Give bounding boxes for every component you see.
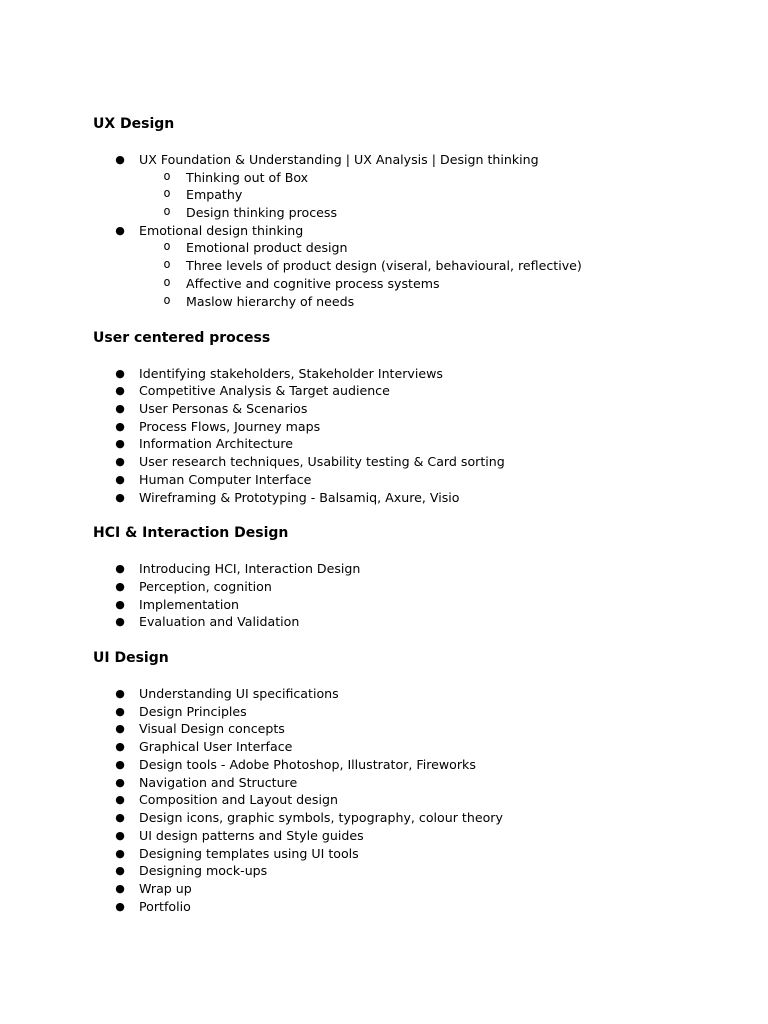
bullet-icon: ● <box>115 491 125 504</box>
bullet-icon: ● <box>115 811 125 824</box>
bullet-icon: ● <box>115 900 125 913</box>
circle-bullet-icon: o <box>163 186 171 200</box>
bullet-icon: ● <box>115 829 125 842</box>
bullet-icon: ● <box>115 864 125 877</box>
bullet-icon: ● <box>115 455 125 468</box>
circle-bullet-icon: o <box>163 275 171 289</box>
circle-bullet-icon: o <box>163 257 171 271</box>
bullet-icon: ● <box>115 420 125 433</box>
bullet-icon: ● <box>115 473 125 486</box>
circle-bullet-icon: o <box>163 204 171 218</box>
bullet-icon: ● <box>115 402 125 415</box>
bullet-icon: ● <box>115 562 125 575</box>
circle-bullet-icon: o <box>163 239 171 253</box>
bullet-icon: ● <box>115 580 125 593</box>
bullet-icon: ● <box>115 847 125 860</box>
bullet-icon: ● <box>115 384 125 397</box>
bullet-icon: ● <box>115 776 125 789</box>
bullet-icon: ● <box>115 687 125 700</box>
section-title-ui-design: UI Design <box>93 650 169 666</box>
document-page: UX Design ● UX Foundation & Understanding | UX Analysis | Design thinking o Thinking out of Box o Empathy o Design thinking process ● Emotional design thinking o Emotional product design o Three levels of product design (viseral, behavioural, reflective) o Affective and cognitive process systems o Maslow hierarchy of needs User centered process ● Identifying stakeholders, Stakeholder Interviews ● Competitive Analysis & Target audience ● User Personas & Scenarios ● Process Flows, Journey maps ● Information Architecture ● User research techniques, Usability testing & Card sorting ● Human Computer Interface ● Wireframing & Prototyping - Balsamiq, Axure, Visio HCI & Interaction Design ● Introducing HCI, Interaction Design ● Perception, cognition ● Implementation ● Evaluation and Validation UI Design ● Understanding UI specifications ● Design Principles ● Visual Design concepts ● Graphical User Interface ● Design tools - Adobe Photoshop, Illustrator, Fireworks ● Navigation and Structure ● Composition and Layout design ● Design icons, graphic symbols, typography, colour theory ● UI design patterns and Style guides ● Designing templates using UI tools ● Designing mock-ups ● Wrap up ● Portfolio <box>93 116 582 914</box>
section-title-user-centered-process: User centered process <box>93 330 271 346</box>
bullet-icon: ● <box>115 705 125 718</box>
bullet-icon: ● <box>115 793 125 806</box>
bullet-icon: ● <box>115 598 125 611</box>
circle-bullet-icon: o <box>163 293 171 307</box>
bullet-icon: ● <box>115 758 125 771</box>
section-title-ux-design: UX Design <box>93 116 175 132</box>
bullet-icon: ● <box>115 224 125 237</box>
circle-bullet-icon: o <box>163 169 171 183</box>
bullet-icon: ● <box>115 882 125 895</box>
bullet-icon: ● <box>115 615 125 628</box>
bullet-icon: ● <box>115 367 125 380</box>
section-title-hci-interaction-design: HCI & Interaction Design <box>93 525 289 541</box>
bullet-icon: ● <box>115 437 125 450</box>
bullet-icon: ● <box>115 740 125 753</box>
bullet-icon: ● <box>115 153 125 166</box>
bullet-icon: ● <box>115 722 125 735</box>
